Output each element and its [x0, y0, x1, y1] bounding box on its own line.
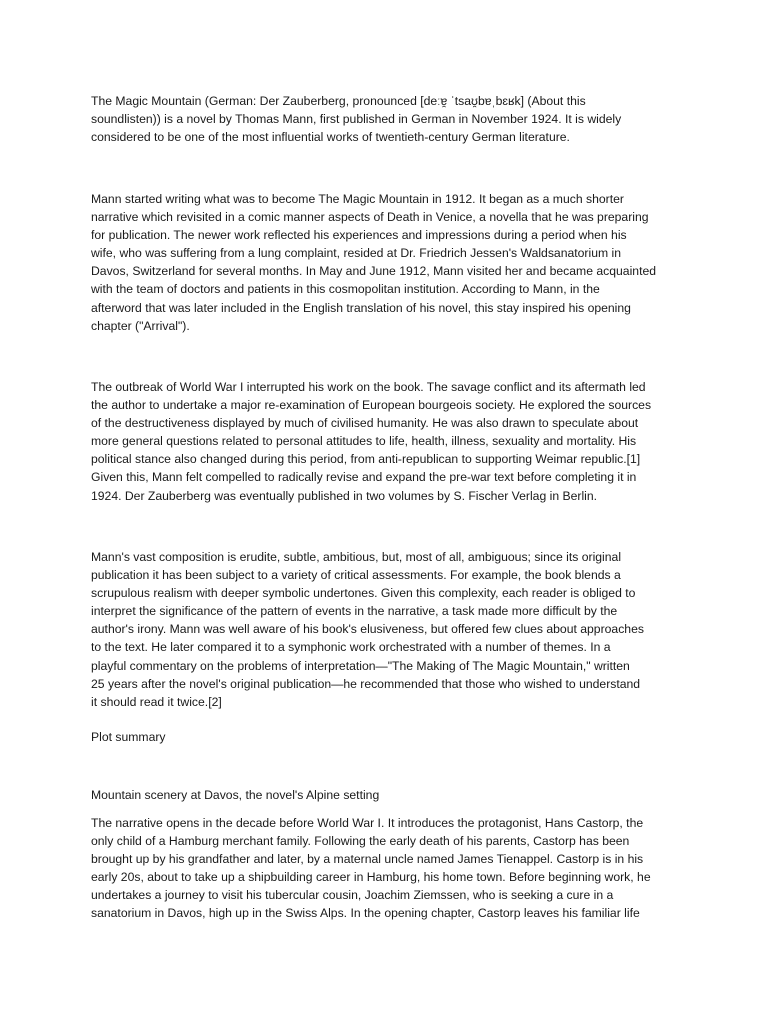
- text-line: wife, who was suffering from a lung complaint, resided at Dr. Friedrich Jessen's Waldsanatorium in: [91, 246, 622, 261]
- text-line: afterword that was later included in the English translation of his novel, this stay inspired his opening: [91, 300, 631, 315]
- text-line: it should read it twice.[2]: [91, 694, 222, 709]
- text-line: chapter ("Arrival").: [91, 318, 190, 333]
- text-line: the author to undertake a major re-examination of European bourgeois society. He explored the sources: [91, 398, 652, 413]
- text-line: interpret the significance of the pattern of events in the narrative, a task made more difficult by the: [91, 604, 618, 619]
- text-line: of the destructiveness displayed by much of civilised humanity. He was also drawn to speculate about: [91, 416, 639, 431]
- section-heading-plot-summary: [91, 728, 683, 746]
- text-line: The outbreak of World War I interrupted his work on the book. The savage conflict and its aftermath led: [91, 380, 646, 394]
- text-line: Mann started writing what was to become The Magic Mountain in 1912. It began as a much shorter: [91, 192, 624, 206]
- text-line: considered to be one of the most influential works of twentieth-century German literature.: [91, 130, 570, 145]
- text-line: only child of a Hamburg merchant family. Following the early death of his parents, Castorp has been: [91, 834, 630, 849]
- paragraph-plot: [91, 814, 683, 923]
- image-caption: [91, 786, 683, 804]
- text-line: author's irony. Mann was well aware of his book's elusiveness, but offered few clues about approaches: [91, 622, 644, 637]
- text-line: political stance also changed during this period, from anti-republican to supporting Weimar republic.[1]: [91, 452, 641, 467]
- text-line: Plot summary: [91, 730, 166, 744]
- paragraph-intro: [91, 92, 683, 146]
- text-line: more general questions related to personal attitudes to life, health, illness, sexuality and mortality. His: [91, 434, 637, 449]
- text-line: The narrative opens in the decade before World War I. It introduces the protagonist, Hans Castorp, the: [91, 816, 644, 830]
- text-line: soundlisten)) is a novel by Thomas Mann, first published in German in November 1924. It is widely: [91, 112, 622, 127]
- paragraph-composition: [91, 548, 683, 711]
- text-line: Given this, Mann felt compelled to radically revise and expand the pre-war text before completing it in: [91, 470, 637, 485]
- text-line: 25 years after the novel's original publication—he recommended that those who wished to understand: [91, 676, 641, 691]
- text-line: publication it has been subject to a variety of critical assessments. For example, the book blends a: [91, 568, 621, 583]
- paragraph-war: [91, 378, 683, 505]
- text-line: brought up by his grandfather and later, by a maternal uncle named James Tienappel. Castorp is in his: [91, 852, 644, 867]
- text-line: The Magic Mountain (German: Der Zauberberg, pronounced [deːɐ̯ ˈtsaʊ̯bɐˌbɛʁk] (About this: [91, 94, 586, 108]
- text-line: Davos, Switzerland for several months. In May and June 1912, Mann visited her and became acquainted: [91, 264, 657, 279]
- text-line: narrative which revisited in a comic manner aspects of Death in Venice, a novella that he was preparing: [91, 210, 649, 225]
- text-line: with the team of doctors and patients in this cosmopolitan institution. According to Mann, in the: [91, 282, 600, 297]
- text-line: Mountain scenery at Davos, the novel's Alpine setting: [91, 788, 380, 802]
- text-line: for publication. The newer work reflected his experiences and impressions during a period when his: [91, 228, 627, 243]
- text-line: to the text. He later compared it to a symphonic work orchestrated with a number of themes. In a: [91, 640, 611, 655]
- text-line: undertakes a journey to visit his tubercular cousin, Joachim Ziemssen, who is seeking a cure in a: [91, 888, 614, 903]
- text-line: playful commentary on the problems of interpretation—"The Making of The Magic Mountain," written: [91, 658, 630, 673]
- text-line: Mann's vast composition is erudite, subtle, ambitious, but, most of all, ambiguous; since its original: [91, 550, 622, 564]
- text-line: 1924. Der Zauberberg was eventually published in two volumes by S. Fischer Verlag in Berlin.: [91, 488, 598, 503]
- paragraph-writing: [91, 190, 683, 335]
- text-line: early 20s, about to take up a shipbuilding career in Hamburg, his home town. Before beginning work, he: [91, 870, 651, 885]
- text-line: sanatorium in Davos, high up in the Swiss Alps. In the opening chapter, Castorp leaves his familiar life: [91, 906, 640, 921]
- text-line: scrupulous realism with deeper symbolic undertones. Given this complexity, each reader is obliged to: [91, 586, 636, 601]
